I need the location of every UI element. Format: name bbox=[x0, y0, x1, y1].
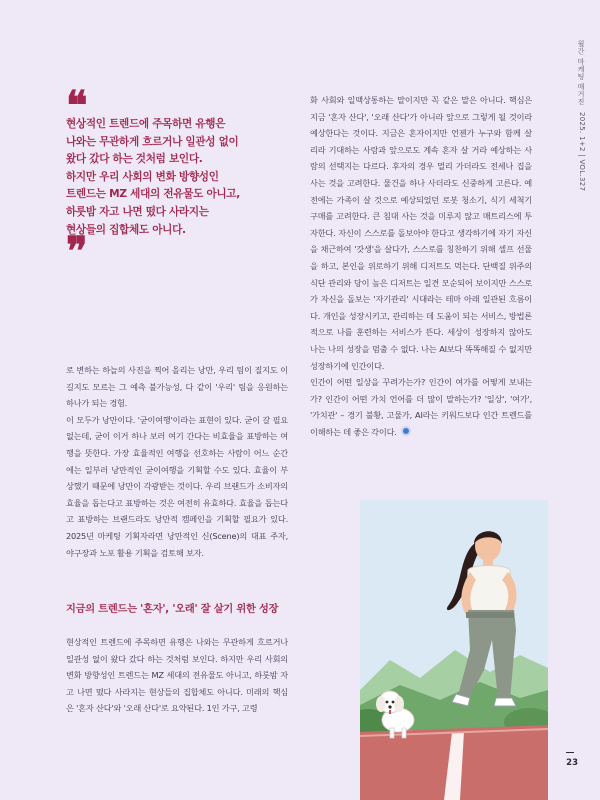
body-paragraph: 화 사회와 일맥상통하는 말이지만 꼭 같은 말은 아니다. 핵심은 지금 '혼자 산다', '오래 산다'가 아니라 앞으로 그렇게 될 것이라 예상한다는 것이다. 지금은 혼자이지만 언젠가 누구와 함께 살 리라 기대하는 사람과 앞으로도 계속 혼자 살 거라 예상하는 사람의 선택지는 다르다. 후자의 경우 멀리 가더라도 전세나 집을 사는 것을 고려한다. 물건을 하나 사더라도 신중하게 고른다. 예전에는 가족이 살 것으로 예상되었던 로봇 청소기, 식기 세척기 구매를 고려한다. 큰 침대 사는 것을 미루지 않고 매트리스에 투자한다. 자신이 스스로를 돌보아야 한다고 생각하기에 자기 자신을 채근하여 '갓생'을 살다가, 스스로를 칭찬하기 위해 셀프 선물을 하고, 본인을 위로하기 위해 디저트도 먹는다. 단백질 위주의 식단 관리와 당이 높은 디저트는 일견 모순되어 보이지만 스스로가 자신을 돌보는 '자기관리' 시대라는 테마 아래 일관된 흐름이다. 개인을 성장시키고, 관리하는 데 도움이 되는 서비스, 방법론적으로 나를 훈련하는 서비스가 뜬다. 세상이 성장하지 않아도 나는 나의 성장을 멈출 수 없다. 나는 AI보다 똑똑해질 수 없지만 성장하기에 인간이다. bbox=[310, 95, 532, 371]
section-heading: 지금의 트렌드는 '혼자', '오래' 잘 살기 위한 성장 bbox=[66, 604, 279, 615]
pull-quote-line: 하룻밤 자고 나면 떴다 사라지는 bbox=[66, 205, 209, 218]
magazine-title: 월간 마케팅 매거진 bbox=[577, 40, 585, 106]
issue-meta: 2025. 1+2 | VOL.327 bbox=[578, 112, 586, 192]
closing-paragraph-text: 인간이 어떤 일상을 꾸려가는가? 인간이 여가를 어떻게 보내는가? 인간이 어떤 가치 언어를 더 많이 말하는가? '일상', '여가', '가치관' – 경기 불황, 고물가, AI라는 키워드보다 인간 트렌드를 이해하는 데 좋은 각이다. bbox=[310, 377, 532, 437]
left-column-top bbox=[66, 362, 288, 561]
body-paragraph bbox=[310, 374, 532, 440]
body-paragraph: 이 모두가 낭만이다. '굳이여행'이라는 표현이 있다. 굳이 갈 필요 없는데, 굳이 이거 하나 보러 여기 간다는 비효율을 표방하는 여행을 뜻한다. 가장 효율적인 여행을 선호하는 사람이 어느 순간에는 일부러 낭만적인 굳이여행을 기획할 수도 있다. 효율이 부상했기 때문에 낭만이 각광받는 것이다. 우리 브랜드가 소비자의 효율을 돕는다고 표방하는 것은 여전히 유효하다. 효율을 돕는다고 표방하는 브랜드라도 낭만적 캠페인을 기획할 필요가 있다. 2025년 마케팅 기획자라면 낭만적인 신(Scene)의 대표 주자, 야구장과 노포 활용 기획을 검토해 보자. bbox=[66, 414, 288, 558]
pull-quote-line: 왔다 갔다 하는 것처럼 보인다. bbox=[66, 153, 203, 166]
runner-illustration bbox=[360, 500, 548, 800]
left-column-bottom bbox=[66, 634, 288, 717]
pull-quote-line: 현상적인 트렌드에 주목하면 유행은 bbox=[66, 118, 226, 130]
pull-quote-line: 하지만 우리 사회의 변화 방향성인 bbox=[66, 170, 219, 183]
pull-quote-line: 나와는 무관하게 흐르거나 일관성 없이 bbox=[66, 135, 239, 148]
pull-quote bbox=[66, 116, 280, 239]
end-mark-icon bbox=[401, 426, 411, 436]
pull-quote-line: 트렌드는 MZ 세대의 전유물도 아니고, bbox=[66, 188, 240, 201]
body-paragraph: 로 변하는 하늘의 사진을 찍어 올리는 낭만, 우리 팀이 질지도 이길지도 모르는 그 예측 불가능성, 다 같이 '우리' 팀을 응원하는 하나가 되는 경험. bbox=[66, 365, 288, 409]
page-number-rule bbox=[566, 752, 574, 753]
pull-quote-line: 현상들의 집합체도 아니다. bbox=[66, 223, 186, 236]
quote-close-icon: ❞ bbox=[66, 228, 88, 275]
quote-open-icon: ❝ bbox=[66, 82, 88, 129]
page-number: 23 bbox=[566, 758, 578, 768]
right-column bbox=[310, 92, 532, 440]
body-paragraph: 현상적인 트렌드에 주목하면 유행은 나와는 무관하게 흐르거나 일관성 없이 왔다 갔다 하는 것처럼 보인다. 하지만 우리 사회의 변화 방향성인 트렌드는 MZ 세대의 전유물도 아니고, 하룻밤 자고 나면 떴다 사라지는 현상들의 집합체도 아니다. 미래의 핵심은 '혼자 산다'와 '오래 산다'로 요약된다. 1인 가구, 고령 bbox=[66, 637, 288, 714]
